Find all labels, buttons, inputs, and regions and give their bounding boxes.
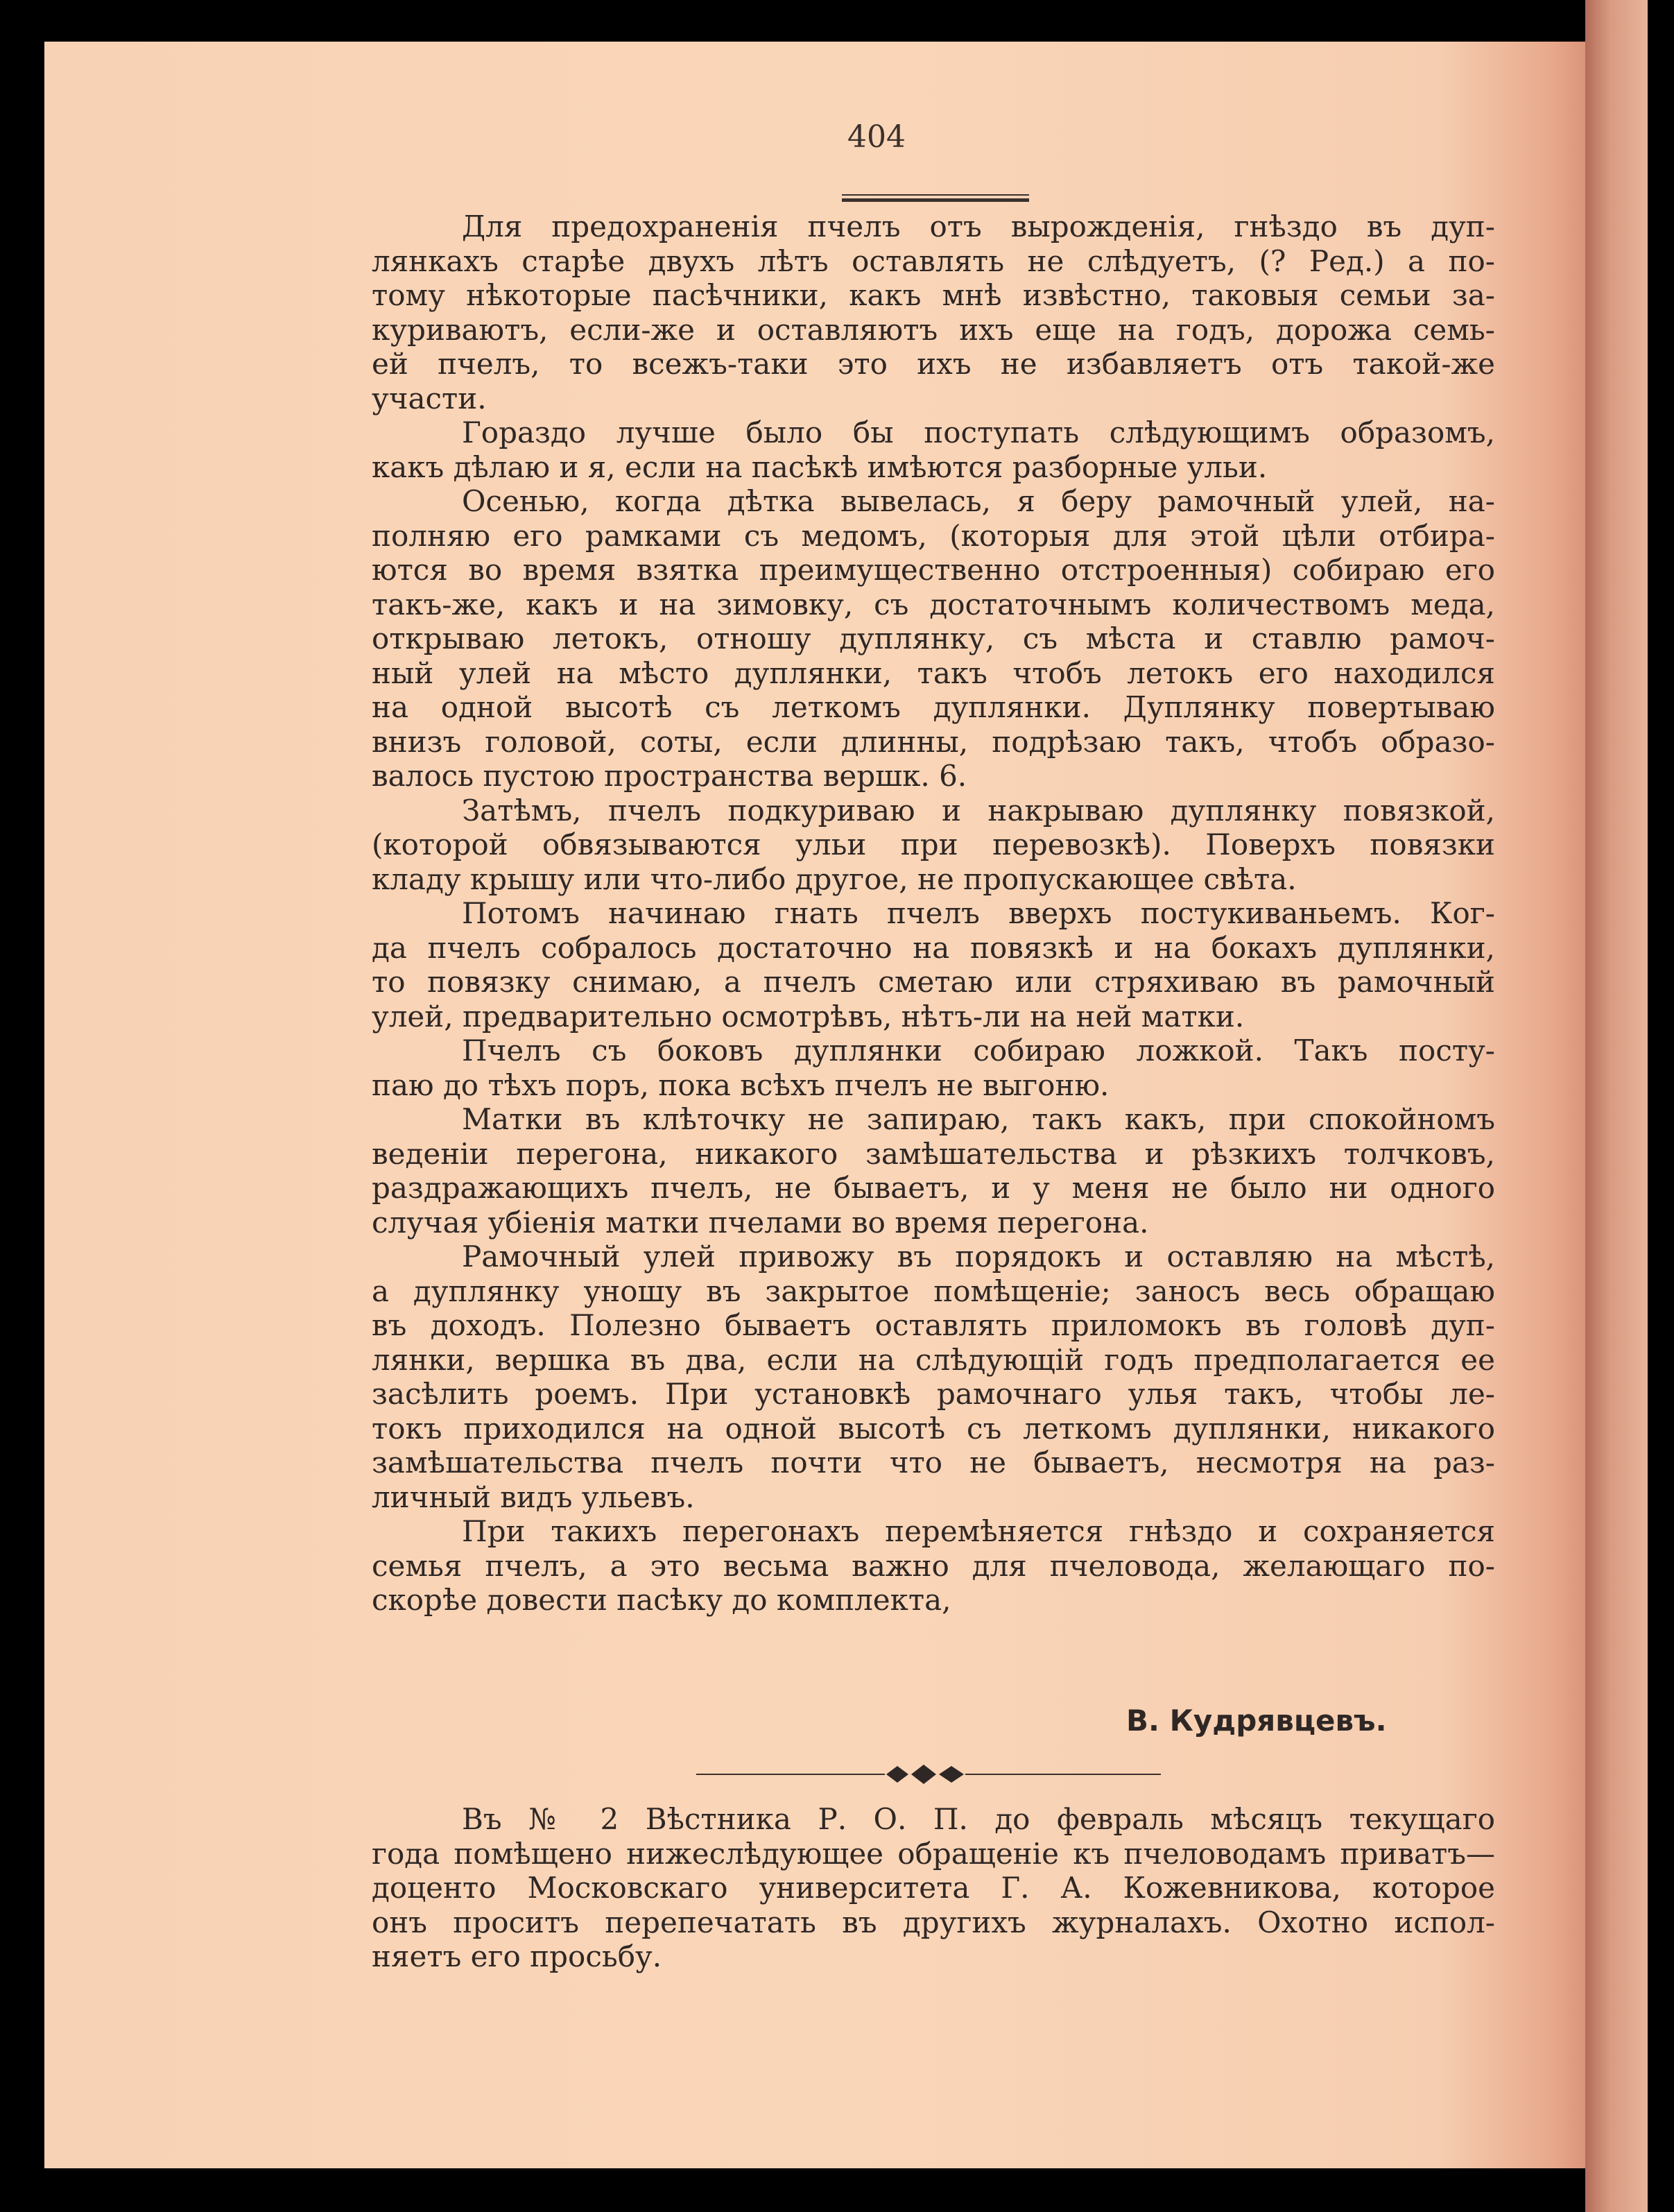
text-line: Затѣмъ, пчелъ подкуриваю и накрываю дуплянку повязкой, xyxy=(462,793,1495,828)
text-line: веденіи перегона, никакого замѣшательства и рѣзкихъ толчковъ, xyxy=(372,1136,1495,1171)
author-signature: В. Кудрявцевъ. xyxy=(1126,1704,1387,1738)
text-line: полняю его рамками съ медомъ, (которыя для этой цѣли отбира- xyxy=(372,518,1495,553)
text-line: онъ проситъ перепечатать въ другихъ журналахъ. Охотно испол- xyxy=(372,1905,1495,1939)
page-number: 404 xyxy=(847,119,906,155)
book-page xyxy=(44,42,1630,2168)
text-line: то повязку снимаю, а пчелъ сметаю или стряхиваю въ рамочный xyxy=(372,965,1495,999)
text-line: Для предохраненія пчелъ отъ вырожденія, гнѣздо въ дуп- xyxy=(462,209,1495,243)
text-line: кладу крышу или что-либо другое, не пропускающее свѣта. xyxy=(372,861,1297,896)
text-line: на одной высотѣ съ леткомъ дуплянки. Дуплянку повертываю xyxy=(372,690,1495,724)
text-line: случая убіенія матки пчелами во время перегона. xyxy=(372,1205,1149,1240)
text-line: замѣшательства пчелъ почти что не бываетъ, несмотря на раз- xyxy=(372,1446,1495,1480)
text-line: года помѣщено нижеслѣдующее обращеніе къ пчеловодамъ приватъ— xyxy=(372,1836,1495,1871)
text-line: такъ-же, какъ и на зимовку, съ достаточнымъ количествомъ меда, xyxy=(372,587,1495,621)
text-line: ный улей на мѣсто дуплянки, такъ чтобъ летокъ его находился xyxy=(372,655,1495,690)
text-line: участи. xyxy=(372,381,487,415)
text-line: да пчелъ собралось достаточно на повязкѣ и на бокахъ дуплянки, xyxy=(372,930,1495,965)
text-line: засѣлить роемъ. При установкѣ рамочнаго улья такъ, чтобы ле- xyxy=(372,1377,1495,1411)
text-line: личный видъ ульевъ. xyxy=(372,1480,695,1514)
text-line: раздражающихъ пчелъ, не бываетъ, и у меня не было ни одного xyxy=(372,1171,1495,1205)
text-line: Потомъ начинаю гнать пчелъ вверхъ постукиваньемъ. Ког- xyxy=(462,896,1495,930)
divider-line-right xyxy=(965,1774,1161,1775)
text-line: доценто Московскаго университета Г. А. Кожевникова, которое xyxy=(372,1871,1495,1905)
text-line: няетъ его просьбу. xyxy=(372,1939,662,1973)
text-line: лянкахъ старѣе двухъ лѣтъ оставлять не слѣдуетъ, (? Ред.) а по- xyxy=(372,243,1495,278)
article-body xyxy=(372,209,1495,1618)
section-divider xyxy=(696,1760,1161,1788)
text-line: Осенью, когда дѣтка вывелась, я беру рамочный улей, на- xyxy=(462,484,1495,518)
text-line: ются во время взятка преимущественно отстроенныя) собираю его xyxy=(372,553,1495,587)
text-line: а дуплянку уношу въ закрытое помѣщеніе; заносъ весь обращаю xyxy=(372,1274,1495,1308)
text-line: При такихъ перегонахъ перемѣняется гнѣздо и сохраняется xyxy=(462,1514,1495,1548)
header-rule-thick xyxy=(842,198,1029,202)
text-line: улей, предварительно осмотрѣвъ, нѣтъ-ли на ней матки. xyxy=(372,999,1245,1034)
text-line: въ доходъ. Полезно бываетъ оставлять приломокъ въ головѣ дуп- xyxy=(372,1308,1495,1342)
text-line: какъ дѣлаю и я, если на пасѣкѣ имѣются разборные ульи. xyxy=(372,449,1268,484)
text-line: куриваютъ, если-же и оставляютъ ихъ еще на годъ, дорожа семь- xyxy=(372,312,1495,347)
text-line: Пчелъ съ боковъ дуплянки собираю ложкой. Такъ посту- xyxy=(462,1034,1495,1068)
text-line: лянки, вершка въ два, если на слѣдующій годъ предполагается ее xyxy=(372,1342,1495,1377)
header-rule-thin xyxy=(842,194,1029,196)
book-spine xyxy=(1585,0,1648,2212)
text-line: Въ № 2 Вѣстника Р. О. П. до февраль мѣсяцъ текущаго xyxy=(462,1802,1495,1836)
text-line: открываю летокъ, отношу дуплянку, съ мѣста и ставлю рамоч- xyxy=(372,621,1495,655)
text-line: паю до тѣхъ поръ, пока всѣхъ пчелъ не выгоню. xyxy=(372,1068,1110,1102)
text-line: внизъ головой, соты, если длинны, подрѣзаю такъ, чтобъ образо- xyxy=(372,724,1495,759)
text-line: Матки въ клѣточку не запираю, такъ какъ, при спокойномъ xyxy=(462,1102,1495,1136)
text-line: Гораздо лучше было бы поступать слѣдующимъ образомъ, xyxy=(462,415,1495,449)
text-line: (которой обвязываются ульи при перевозкѣ). Поверхъ повязки xyxy=(372,828,1495,861)
text-line: Рамочный улей привожу въ порядокъ и оставляю на мѣстѣ, xyxy=(462,1240,1495,1274)
text-line: ей пчелъ, то всежъ-таки это ихъ не избавляетъ отъ такой-же xyxy=(372,347,1495,381)
text-line: скорѣе довести пасѣку до комплекта, xyxy=(372,1583,951,1617)
text-line: валось пустою пространства вершк. 6. xyxy=(372,759,967,793)
text-line: токъ приходился на одной высотѣ съ леткомъ дуплянки, никакого xyxy=(372,1411,1495,1446)
text-line: тому нѣкоторые пасѣчники, какъ мнѣ извѣстно, таковыя семьи за- xyxy=(372,278,1495,312)
notice-body xyxy=(372,1802,1495,1974)
divider-line-left xyxy=(696,1774,885,1775)
text-line: семья пчелъ, а это весьма важно для пчеловода, желающаго по- xyxy=(372,1548,1495,1583)
ornament-icon xyxy=(883,1760,967,1788)
